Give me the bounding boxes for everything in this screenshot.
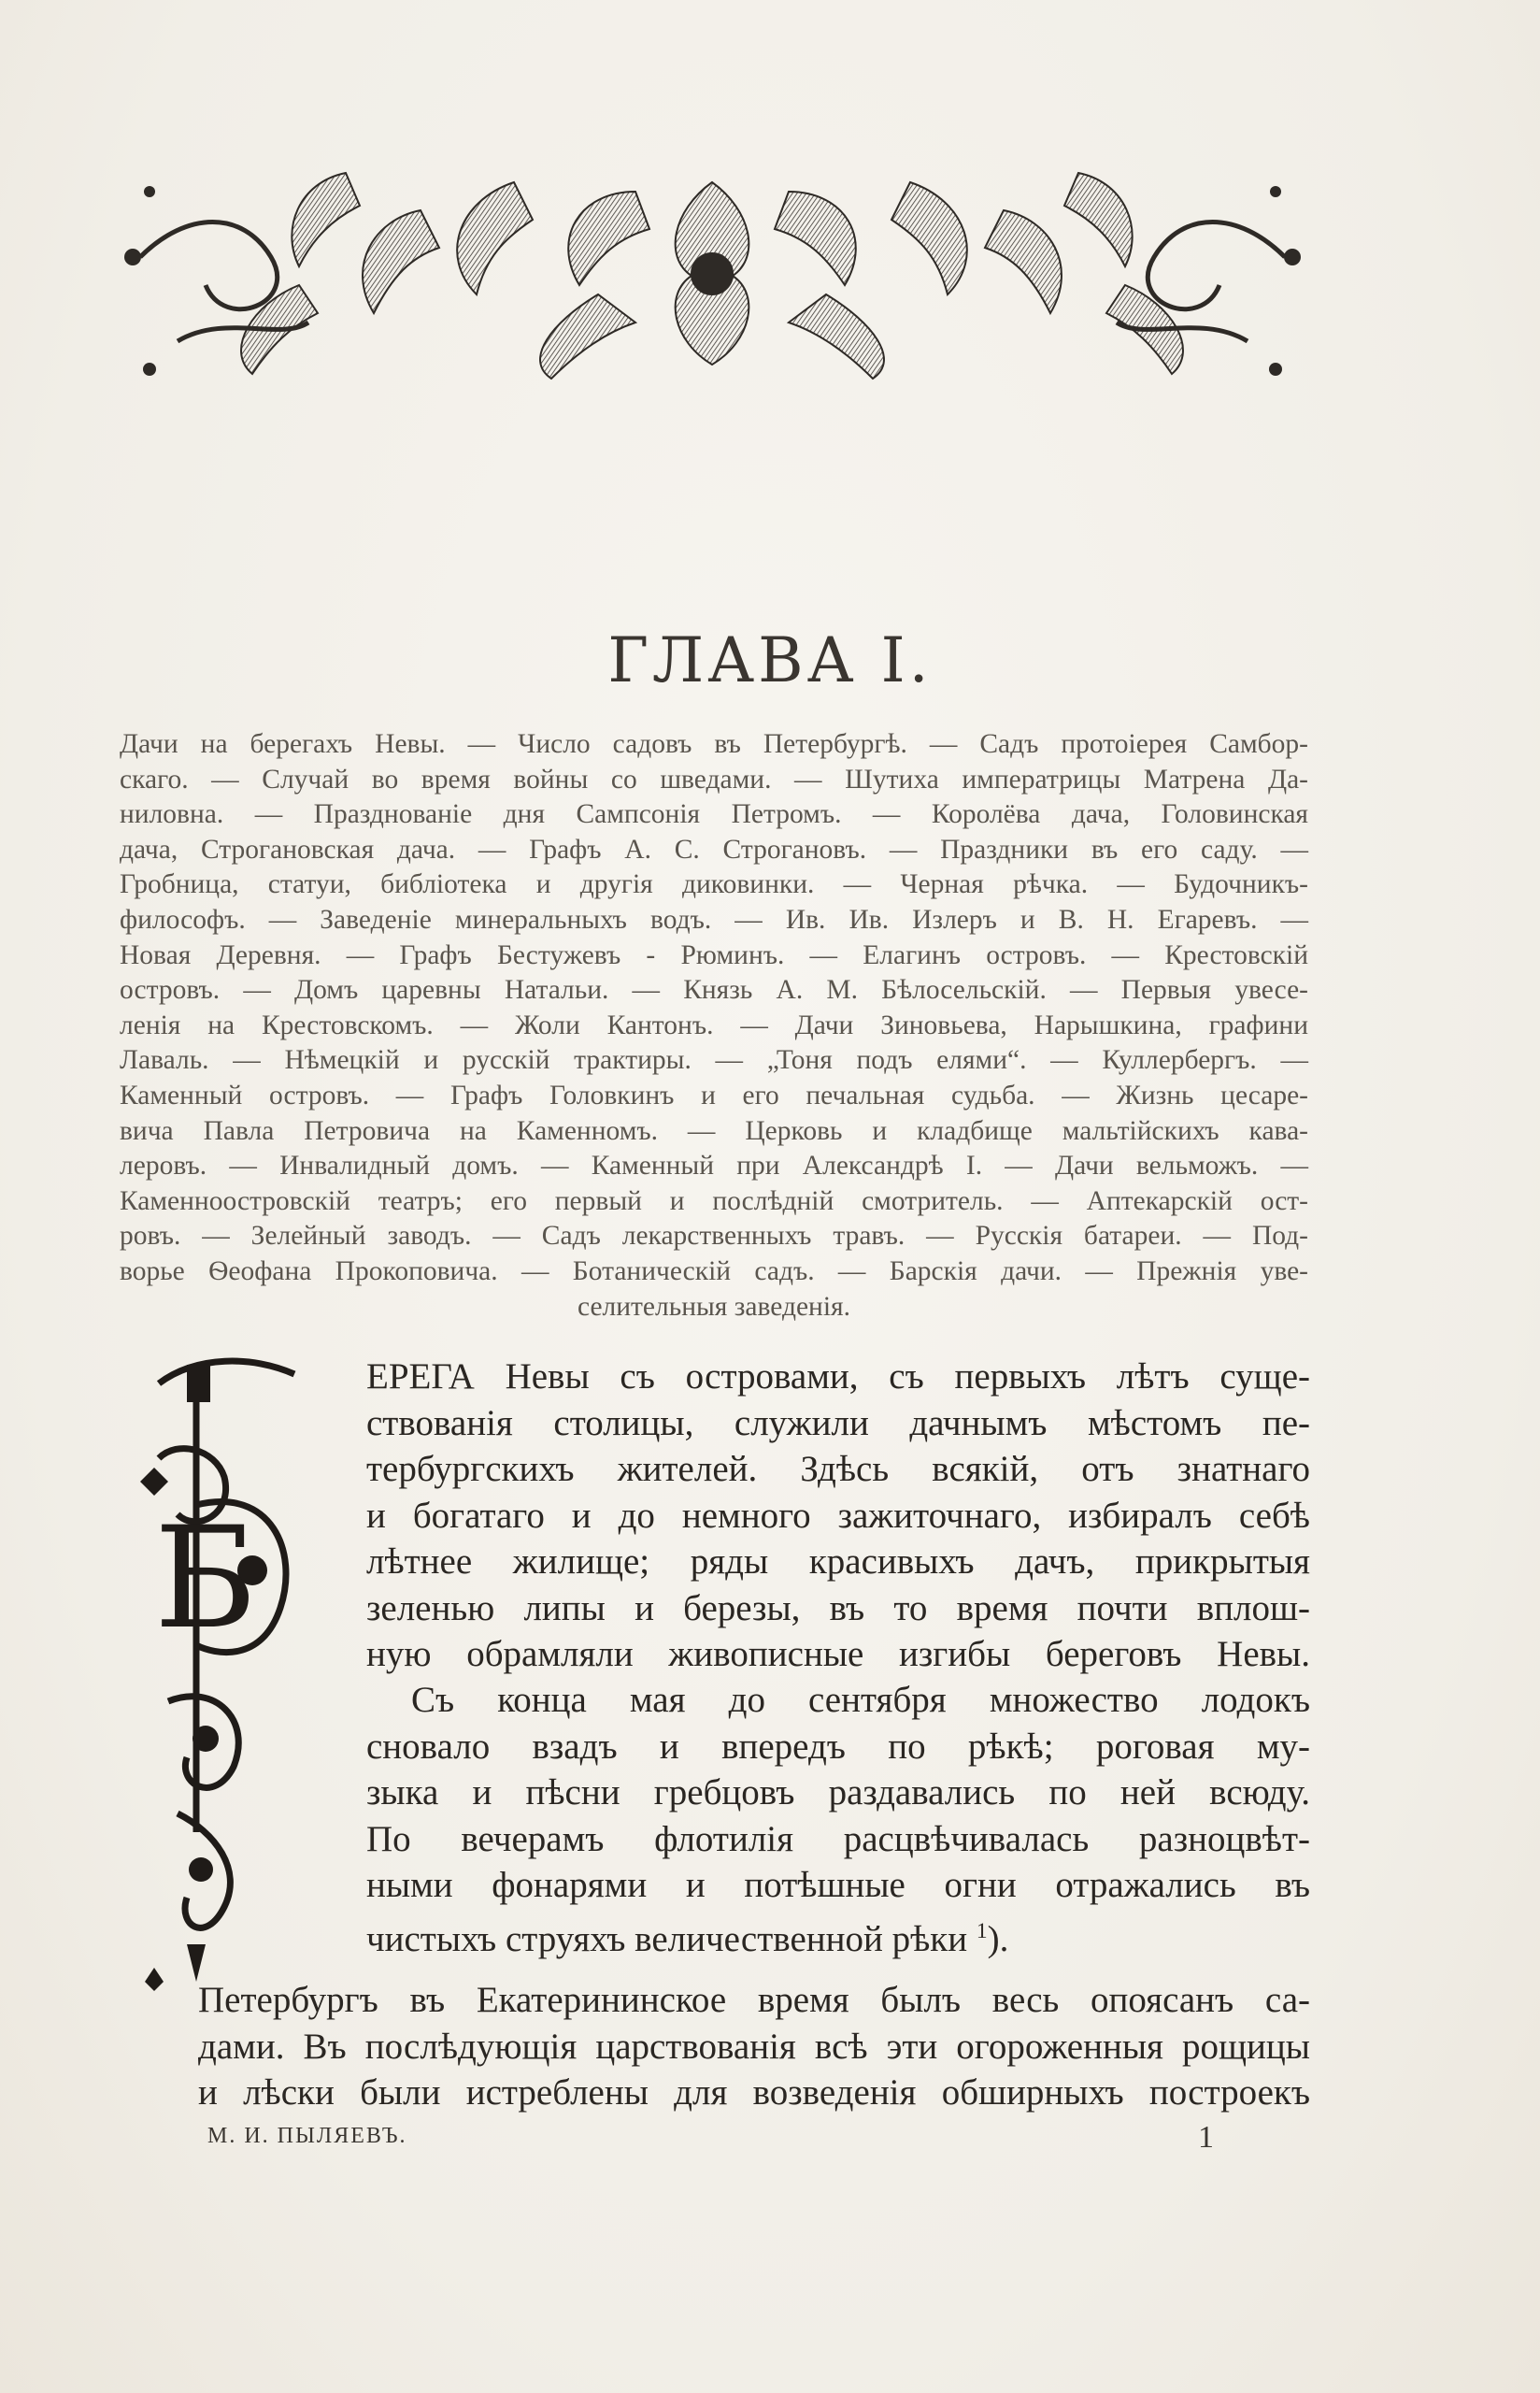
text-line: зеленью липы и березы, въ то время почти вплош- [366,1587,1310,1628]
summary-line: скаго. — Случай во время войны со шведами. — Шутиха императрицы Матрена Да- [120,764,1308,795]
summary-line: вича Павла Петровича на Каменномъ. — Церковь и кладбище мальтійскихъ кава- [120,1115,1308,1146]
text-line: По вечерамъ флотилія расцвѣчивалась разноцвѣт- [366,1818,1310,1859]
paragraph-3 [198,1977,1310,2116]
summary-line: ниловна. — Празднованіе дня Сампсонія Петромъ. — Королёва дача, Головинская [120,799,1308,830]
text-line: и богатаго и до немного зажиточнаго, избиралъ себѣ [366,1495,1310,1536]
text-line-end: ). [987,1918,1009,1959]
text-line [366,1909,1310,1959]
text-line: ными фонарями и потѣшные огни отражались въ [366,1865,1310,1905]
summary-line: леровъ. — Инвалидный домъ. — Каменный при Александрѣ I. — Дачи вельможъ. — [120,1151,1308,1182]
text-line: лѣтнее жилище; ряды красивыхъ дачъ, прикрытыя [366,1541,1310,1582]
text-line: зыка и пѣсни гребцовъ раздавались по ней всюду. [366,1772,1310,1813]
paragraph-1 [366,1354,1310,1678]
text-line: ствованія столицы, служили дачнымъ мѣстомъ пе- [366,1402,1310,1443]
author-signature: М. И. ПЫЛЯЕВЪ. [207,2124,407,2148]
paragraph-2 [366,1677,1310,1959]
text-line: тербургскихъ жителей. Здѣсь всякій, отъ знатнаго [366,1449,1310,1489]
summary-line: ворье Ѳеофана Прокоповича. — Ботаническій садъ. — Барскія дачи. — Прежнія уве- [120,1255,1308,1286]
summary-line: философъ. — Заведеніе минеральныхъ водъ. — Ив. Ив. Излеръ и В. Н. Егаревъ. — [120,904,1308,935]
drop-cap-initial [140,1346,304,1991]
text-line-content: чистыхъ струяхъ величественной рѣки [366,1918,968,1959]
text-line: Петербургъ въ Екатерининское время былъ весь опоясанъ са- [198,1980,1310,2020]
headpiece-ornament [112,154,1313,383]
summary-line: Гробница, статуи, библіотека и другія диковинки. — Черная рѣчка. — Будочникъ- [120,869,1308,900]
summary-line: Лаваль. — Нѣмецкій и русскій трактиры. — „Тоня подъ елями“. — Куллербергъ. — [120,1045,1308,1076]
text-line: сновало взадъ и впередъ по рѣкѣ; роговая му- [366,1726,1310,1767]
summary-line: ленія на Крестовскомъ. — Жоли Кантонъ. — Дачи Зиновьева, Нарышкина, графини [120,1010,1308,1040]
text-line: ную обрамляли живописные изгибы береговъ Невы. [366,1634,1310,1674]
summary-line: Дачи на берегахъ Невы. — Число садовъ въ Петербургѣ. — Садъ протоіерея Самбор- [120,729,1308,759]
summary-line: дача, Строгановская дача. — Графъ А. С. Строгановъ. — Праздники въ его саду. — [120,834,1308,865]
footnote-marker: 1 [976,1918,988,1943]
text-line: дами. Въ послѣдующія царствованія всѣ эти огороженныя рощицы [198,2026,1310,2067]
text-line: и лѣски были истреблены для возведенія обширныхъ построекъ [198,2072,1310,2113]
text-line: ЕРЕГА Невы съ островами, съ первыхъ лѣтъ суще- [366,1356,1310,1397]
chapter-summary [120,727,1308,1325]
text-line: Съ конца мая до сентября множество лодокъ [411,1680,1310,1720]
chapter-title: ГЛАВА I. [607,624,933,696]
summary-line: островъ. — Домъ царевны Натальи. — Князь А. М. Бѣлосельскій. — Первыя увесе- [120,975,1308,1006]
summary-line: Каменноостровскій театръ; его первый и послѣдній смотритель. — Аптекарскій ост- [120,1185,1308,1216]
summary-line: ровъ. — Зелейный заводъ. — Садъ лекарственныхъ травъ. — Русскія батареи. — Под- [120,1221,1308,1252]
drop-cap-letter: Б [153,1497,258,1660]
summary-line: Новая Деревня. — Графъ Бестужевъ - Рюминъ. — Елагинъ островъ. — Крестовскій [120,939,1308,970]
page-number: 1 [1198,2120,1214,2155]
summary-line: селительныя заведенія. [577,1291,850,1322]
summary-line: Каменный островъ. — Графъ Головкинъ и его печальная судьба. — Жизнь цесаре- [120,1080,1308,1111]
